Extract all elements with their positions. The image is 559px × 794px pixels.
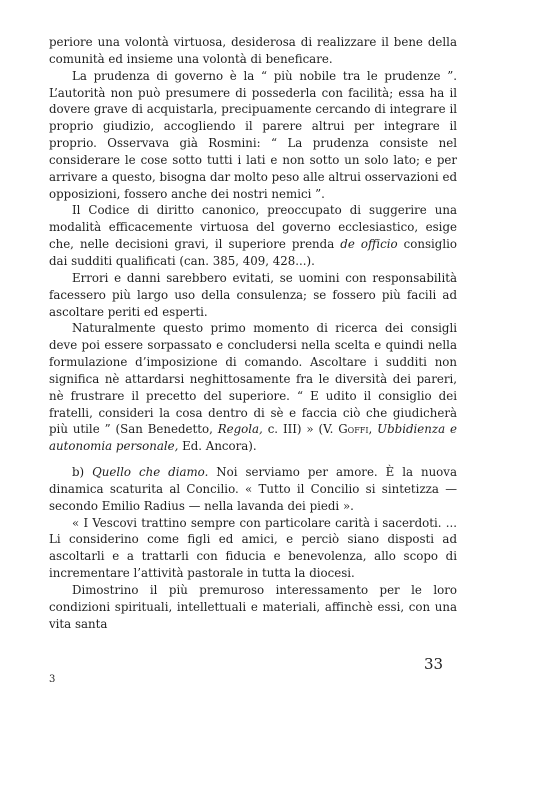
paragraph-3 xyxy=(49,202,457,269)
paragraph-4: Errori e danni sarebbero evitati, se uomini con responsabilità facessero più largo uso della consulenza; se fossero più facili ad ascoltare periti ed esperti. xyxy=(49,270,457,319)
page-body xyxy=(49,34,457,633)
paragraph-3-italic: de officio xyxy=(340,237,398,252)
page-number: 33 xyxy=(424,655,444,673)
paragraph-6-italic: Quello che diamo. xyxy=(92,465,209,480)
paragraph-7: « I Vescovi trattino sempre con particolare carità i sacerdoti. ... Li considerino come figli ed amici, e perciò siano disposti ad ascoltarli e a trattarli con fiducia e benevolenza, allo scopo di incrementare l’attività pastorale in tutta la diocesi. xyxy=(49,515,457,581)
paragraph-6 xyxy=(49,464,457,515)
paragraph-6-text-after: Noi serviamo per amore. È la nuova dinamica scaturita al Concilio. « Tutto il Concilio si sintetizza — secondo Emilio Radius — nella lavanda dei piedi ». xyxy=(49,465,457,513)
paragraph-5-text-mid-2: , xyxy=(368,422,378,437)
paragraph-8: Dimostrino il più premuroso interessamento per le loro condizioni spirituali, intellettuali e materiali, affinchè essi, con una vita santa xyxy=(49,583,457,631)
paragraph-5-text-after: Ed. Ancora). xyxy=(178,439,257,454)
paragraph-3-text-after: consiglio dai sudditi qualificati (can. 385, 409, 428...). xyxy=(49,237,458,268)
paragraph-5 xyxy=(49,320,457,455)
paragraph-6-text-before: b) xyxy=(72,465,93,480)
signature-mark: 3 xyxy=(49,674,56,685)
paragraph-5-italic-1: Regola, xyxy=(217,422,263,437)
paragraph-5-text-mid-1: c. III) » (V. xyxy=(262,422,339,437)
paragraph-3-text-before: Il Codice di diritto canonico, preoccupato di suggerire una modalità efficacemente virtuosa del governo ecclesiastico, esige che, nelle decisioni gravi, il superiore prenda xyxy=(49,203,457,252)
text-block xyxy=(49,34,457,633)
paragraph-5-author-smallcaps: Goffi xyxy=(338,422,369,437)
paragraph-1: periore una volontà virtuosa, desiderosa di realizzare il bene della comunità ed insieme una volontà di beneficare. xyxy=(49,35,457,66)
paragraph-5-italic-2: Ubbidienza e autonomia personale, xyxy=(49,422,458,454)
paragraph-5-text-before: Naturalmente questo primo momento di ricerca dei consigli deve poi essere sorpassato e concludersi nella scelta e quindi nella formulazione d’imposizione di comando. Ascoltare i sudditi non significa nè attardarsi neghittosamente fra le diversità dei pareri, nè frustrare il precetto del superiore. “ E udito il consiglio dei fratelli, consideri la cosa dentro di sè e faccia ciò che giudicherà più utile ” (San Benedetto, xyxy=(49,321,457,437)
paragraph-2: La prudenza di governo è la “ più nobile tra le prudenze ”. L’autorità non può presumere di possederla con facilità; essa ha il dovere grave di acquistarla, precipuamente cercando di integrare il proprio giudizio, accogliendo il parere altrui per integrare il proprio. Osservava già Rosmini: “ La prudenza consiste nel considerare le cose sotto tutti i lati e non sotto un solo lato; e per arrivare a questo, bisogna dar molto peso alle altrui osservazioni ed opposizioni, fossero anche dei nostri nemici ”. xyxy=(49,68,457,201)
